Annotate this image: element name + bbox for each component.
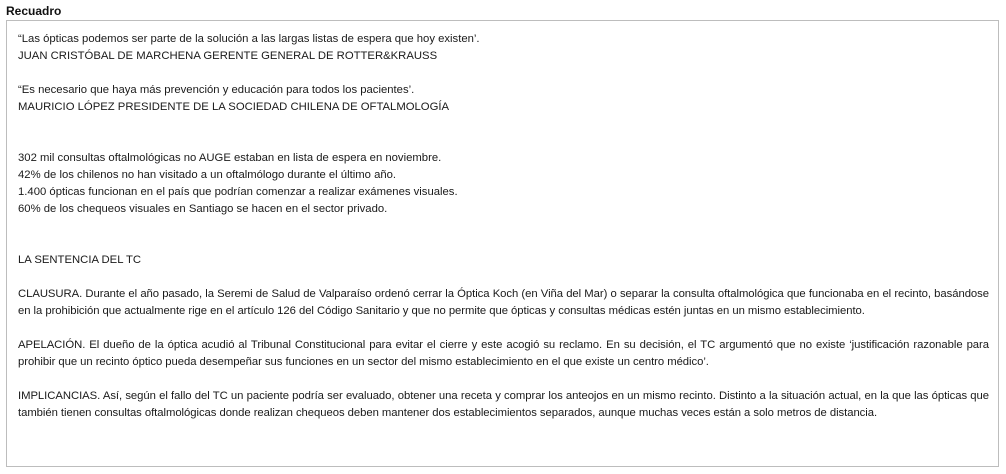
fact-item: 60% de los chequeos visuales en Santiago se hacen en el sector privado.: [18, 203, 388, 215]
paragraph-implicancias: IMPLICANCIAS. Así, según el fallo del TC un paciente podría ser evaluado, obtener una receta y comprar los anteojos en un mismo recinto. Distinto a la situación actual, en la que las ópticas que también tienen consultas oftalmológicas donde realizan chequeos deben mantener dos establecimientos separados, aunque muchas veces están a solo metros de distancia.: [18, 390, 989, 419]
quote-text: “Las ópticas podemos ser parte de la solución a las largas listas de espera que hoy existen’.: [18, 33, 480, 45]
section-heading: LA SENTENCIA DEL TC: [18, 254, 142, 266]
fact-item: 302 mil consultas oftalmológicas no AUGE estaban en lista de espera en noviembre.: [18, 152, 442, 164]
fact-item: 42% de los chilenos no han visitado a un oftalmólogo durante el último año.: [18, 169, 397, 181]
box-content: [18, 31, 989, 422]
paragraph-apelacion: APELACIÓN. El dueño de la óptica acudió al Tribunal Constitucional para evitar el cierre y este acogió su reclamo. En su decisión, el TC argumentó que no existe ‘justificación razonable para prohibir que un recinto óptico pueda desempeñar sus funciones en un sector del mismo establecimiento en el que existe un centro médico’.: [18, 339, 989, 368]
box-title: Recuadro: [6, 4, 62, 18]
quote-author: MAURICIO LÓPEZ PRESIDENTE DE LA SOCIEDAD CHILENA DE OFTALMOLOGÍA: [18, 101, 450, 113]
quote-author: JUAN CRISTÓBAL DE MARCHENA GERENTE GENERAL DE ROTTER&KRAUSS: [18, 50, 438, 62]
paragraph-clausura: CLAUSURA. Durante el año pasado, la Seremi de Salud de Valparaíso ordenó cerrar la Óptica Koch (en Viña del Mar) o separar la consulta oftalmológica que funcionaba en el recinto, basándose en la prohibición que actualmente rige en el artículo 126 del Código Sanitario y que no permite que ópticas y consultas médicas estén juntas en un mismo establecimiento.: [18, 288, 989, 317]
quote-text: “Es necesario que haya más prevención y educación para todos los pacientes’.: [18, 84, 415, 96]
fact-item: 1.400 ópticas funcionan en el país que podrían comenzar a realizar exámenes visuales.: [18, 186, 458, 198]
sidebar-box: [6, 20, 999, 467]
